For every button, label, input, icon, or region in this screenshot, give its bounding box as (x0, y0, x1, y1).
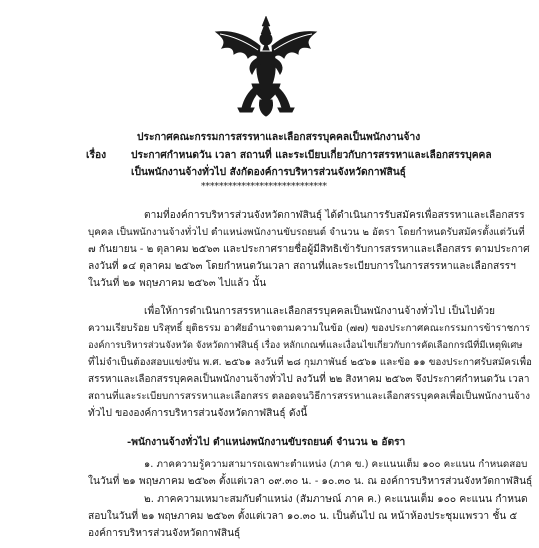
paragraph-1-line: บุคคล เป็นพนักงานจ้างทั่วไป ตำแหน่งพนักงานขับรถยนต์ จำนวน ๒ อัตรา โดยกำหนดรับสมัครตั้งแต่วันที่ (88, 227, 525, 238)
subject-line-1: ประกาศกำหนดวัน เวลา สถานที่ และระเบียบเกี่ยวกับการสรรหาและเลือกสรรบุคคล (131, 149, 492, 161)
paragraph-2-line: สถานที่และระเบียบการสรรหาและเลือกสรร ตลอดจนวิธีการสรรหาและเลือกสรรบุคคลเพื่อเป็นพนักงานจ้าง (88, 391, 531, 402)
item-line: ในวันที่ ๒๑ พฤษภาคม ๒๕๖๓ ตั้งแต่เวลา ๐๙.๓๐ น. - ๑๐.๓๐ น. ณ องค์การบริหารส่วนจังหวัดกาฬสินธุ์ (88, 476, 533, 487)
paragraph-2-line: องค์การบริหารส่วนจังหวัด จังหวัดกาฬสินธุ์ เรื่อง หลักเกณฑ์และเงื่อนไขเกี่ยวกับการคัดเลือกกรณีที่มีเหตุพิเศษ (88, 340, 523, 351)
position-heading: -พนักงานจ้างทั่วไป ตำแหน่งพนักงานขับรถยนต์ จำนวน ๒ อัตรา (127, 436, 406, 448)
paragraph-1-line: ลงวันที่ ๑๔ ตุลาคม ๒๕๖๓ โดยกำหนดวันเวลา สถานที่และระเบียบการในการสรรหาและเลือกสรรฯ (88, 261, 516, 272)
paragraph-1-line: ในวันที่ ๒๑ พฤษภาคม ๒๕๖๓ ไปแล้ว นั้น (88, 278, 267, 289)
paragraph-2-line: ที่ไม่จำเป็นต้องสอบแข่งขัน พ.ศ. ๒๕๖๑ ลงวันที่ ๒๘ กุมภาพันธ์ ๒๕๖๑ และข้อ ๑๑ ของประกาศรับสมัครเพื่อ (88, 357, 532, 368)
item-line: ๑. ภาคความรู้ความสามารถเฉพาะตำแหน่ง (ภาค ข.) คะแนนเต็ม ๑๐๐ คะแนน กำหนดสอบ (144, 459, 528, 470)
garuda-emblem-icon (212, 12, 320, 120)
document-title: ประกาศคณะกรรมการสรรหาและเลือกสรรบุคคลเป็นพนักงานจ้าง (137, 131, 421, 143)
paragraph-2-line: สรรหาและเลือกสรรบุคคลเป็นพนักงานจ้างทั่วไป ลงวันที่ ๒๒ สิงหาคม ๒๕๖๓ จึงประกาศกำหนดวัน เวลา (88, 374, 530, 385)
item-line: สอบในวันที่ ๒๑ พฤษภาคม ๒๕๖๓ ตั้งแต่เวลา ๑๐.๓๐ น. เป็นต้นไป ณ หน้าห้องประชุมแพรวา ชั้น ๕ (88, 511, 518, 522)
paragraph-1-line: ๗ กันยายน - ๒ ตุลาคม ๒๕๖๓ และประกาศรายชื่อผู้มีสิทธิเข้ารับการสรรหาและเลือกสรร ตามประกาศ (88, 244, 530, 255)
paragraph-2-line: ความเรียบร้อย บริสุทธิ์ ยุติธรรม อาศัยอำนาจตามความในข้อ (๗๗) ของประกาศคณะกรรมการข้าราชการ (88, 323, 531, 334)
paragraph-2-line: เพื่อให้การดำเนินการสรรหาและเลือกสรรบุคคลเป็นพนักงานจ้างทั่วไป เป็นไปด้วย (144, 306, 496, 317)
paragraph-1-line: ตามที่องค์การบริหารส่วนจังหวัดกาฬสินธุ์ ได้ดำเนินการรับสมัครเพื่อสรรหาและเลือกสรร (144, 210, 525, 221)
paragraph-2-line: ทั่วไป ขององค์การบริหารส่วนจังหวัดกาฬสินธุ์ ดังนี้ (88, 408, 308, 419)
subject-label: เรื่อง (86, 149, 107, 161)
separator: **************************** (201, 182, 327, 192)
item-line: ๒. ภาคความเหมาะสมกับตำแหน่ง (สัมภาษณ์ ภาค ค.) คะแนนเต็ม ๑๐๐ คะแนน กำหนด (144, 494, 528, 505)
item-line: องค์การบริหารส่วนจังหวัดกาฬสินธุ์ (88, 528, 241, 539)
subject-line-2: เป็นพนักงานจ้างทั่วไป สังกัดองค์การบริหารส่วนจังหวัดกาฬสินธุ์ (131, 166, 406, 178)
